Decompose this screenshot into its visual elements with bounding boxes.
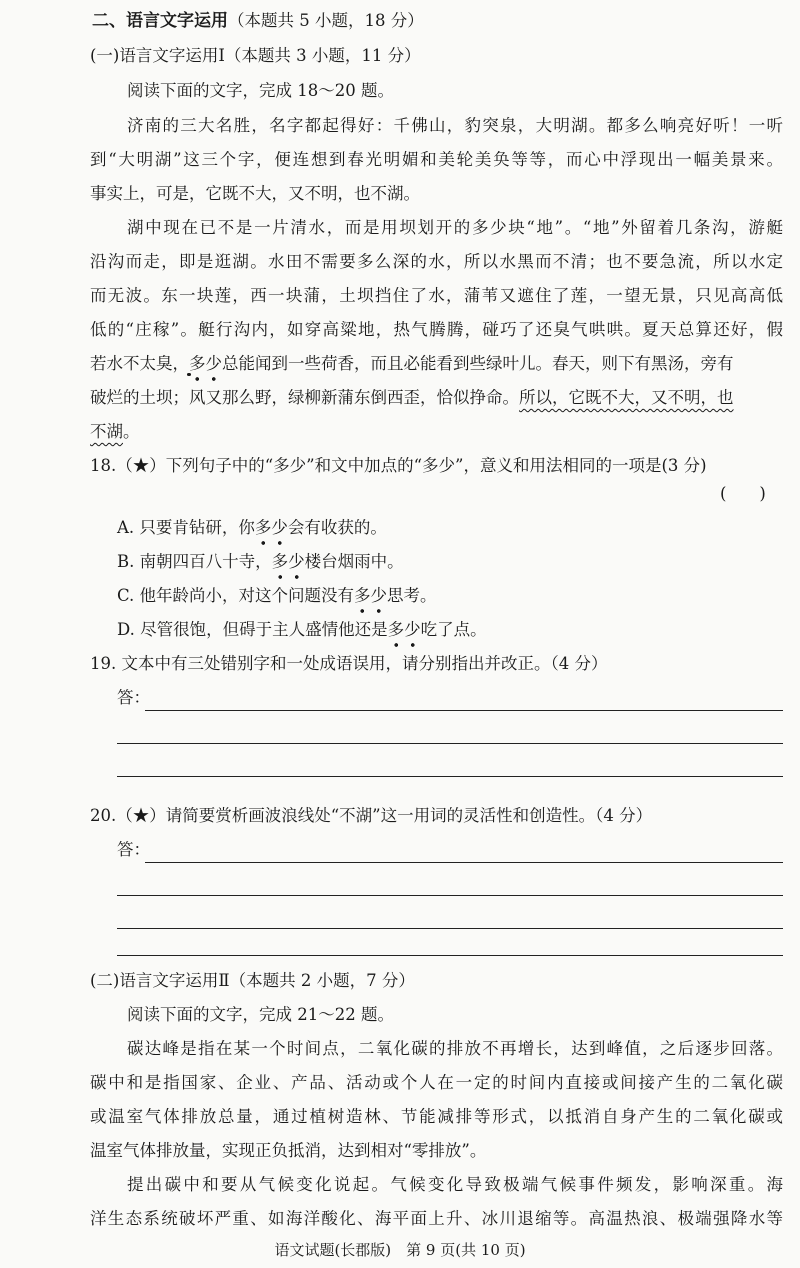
option-text: B. 南朝四百八十寺， [117,552,272,571]
passage-text: 破烂的土坝；风又那么野，绿柳新蒲东倒西歪，恰似挣命。 [90,388,519,407]
q18-option-c [117,585,800,607]
section-title-main: 二、语言文字运用 [92,11,228,31]
passage1-line: 济南的三大名胜，名字都起得好：千佛山，豹突泉，大明湖。都多么响亮好听！一听 [127,116,783,135]
passage2-line: 碳中和是指国家、企业、产品、活动或个人在一定的时间内直接或间接产生的二氧化碳 [90,1073,783,1092]
subsection1-title [90,45,800,67]
instruction1: 阅读下面的文字，完成 18～20 题。 [127,81,394,100]
passage2-line: 或温室气体排放总量，通过植树造林、节能减排等形式，以抵消自身产生的二氧化碳或 [90,1107,783,1126]
option-text: A. 只要肯钻研，你 [117,518,255,537]
emphasized-text: 多少 [272,552,305,579]
passage1-line: 湖中现在已不是一片清水，而是用坝划开的多少块“地”。“地”外留着几条沟，游艇 [127,218,783,237]
q18-stem: 18.（★）下列句子中的“多少”和文中加点的“多少”，意义和用法相同的一项是(3 分) [90,456,707,475]
option-text: 吃了点。 [420,620,487,639]
passage1-line [90,421,800,443]
answer-parentheses: ( ) [720,484,766,503]
q20-answer-line[interactable] [117,928,783,929]
passage1-line: 沿沟而走，即是逛湖。水田不需要多么深的水，所以水黑而不清；也不要急流，所以水定 [90,252,783,271]
passage2-line: 洋生态系统破坏严重、如海洋酸化、海平面上升、冰川退缩等。高温热浪、极端强降水等 [90,1209,783,1228]
emphasized-text: 多少 [388,620,421,647]
q19-answer-line[interactable] [117,776,783,777]
option-text: 思考。 [387,586,437,605]
subsection1-title-note: （本题共 3 小题，11 分） [224,46,421,65]
q20-answer-line[interactable] [117,895,783,896]
q19-answer-line[interactable] [117,743,783,744]
q20-stem: 20.（★）请简要赏析画波浪线处“不湖”这一用词的灵活性和创造性。（4 分） [90,806,653,825]
passage1-line: 低的“庄稼”。艇行沟内，如穿高粱地，热气腾腾，碰巧了还臭气哄哄。夏天总算还好，假 [90,320,783,339]
wavy-underlined-text: 不湖 [90,422,123,441]
q18-option-b [117,551,800,573]
passage1-line [90,387,800,409]
q19-stem: 19. 文本中有三处错别字和一处成语误用，请分别指出并改正。（4 分） [90,654,608,673]
subsection1-title-main: (一)语言文字运用Ⅰ [90,46,225,65]
option-text: 楼台烟雨中。 [304,552,404,571]
q18-option-d [117,619,800,641]
passage1-line: 事实上，可是，它既不大，又不明，也不湖。 [90,184,420,203]
passage2-line: 温室气体排放量，实现正负抵消，达到相对“零排放”。 [90,1141,487,1160]
option-text: D. 尽管很饱，但碍于主人盛情他还是 [117,620,388,639]
passage1-line: 到“大明湖”这三个字，便连想到春光明媚和美轮美奂等等，而心中浮现出一幅美景来。 [90,150,783,169]
option-text: 会有收获的。 [287,518,387,537]
option-text: C. 他年龄尚小，对这个问题没有 [117,586,355,605]
emphasized-word [189,354,222,381]
emphasized-text: 多少 [354,586,387,613]
instruction2: 阅读下面的文字，完成 21～22 题。 [127,1005,394,1024]
passage-text: 总能闻到一些荷香，而且必能看到些绿叶儿。春天，则下有黑汤，旁有 [222,354,734,373]
q19-answer-label: 答： [117,688,150,707]
q18-option-a [117,517,800,539]
q20-answer-line[interactable] [145,862,783,863]
page-footer: 语文试题(长郡版) 第 9 页(共 10 页) [274,1241,526,1259]
subsection2-title-main: (二)语言文字运用Ⅱ [90,971,230,990]
emphasized-text: 多少 [189,354,222,381]
wavy-underlined-text: 所以，它既不大，又不明，也 [519,388,734,407]
subsection2-title-note: （本题共 2 小题，7 分） [229,971,415,990]
passage2-line: 提出碳中和要从气候变化说起。气候变化导致极端气候事件频发，影响深重。海 [127,1175,783,1194]
passage1-line [90,353,800,375]
emphasized-text: 多少 [255,518,288,545]
subsection2-title [90,970,800,992]
q20-answer-label: 答： [117,840,150,859]
passage2-line: 碳达峰是指在某一个时间点，二氧化碳的排放不再增长，达到峰值，之后逐步回落。 [127,1039,783,1058]
passage-text: 。 [123,422,140,441]
section-title [92,10,800,32]
section-title-note: （本题共 5 小题，18 分） [228,11,424,30]
passage-text: 若水不太臭， [90,354,189,373]
q19-answer-line[interactable] [145,710,783,711]
q20-answer-line[interactable] [117,955,783,956]
passage1-line: 而无波。东一块莲，西一块蒲，土坝挡住了水，蒲苇又遮住了莲，一望无景，只见高高低 [90,286,783,305]
